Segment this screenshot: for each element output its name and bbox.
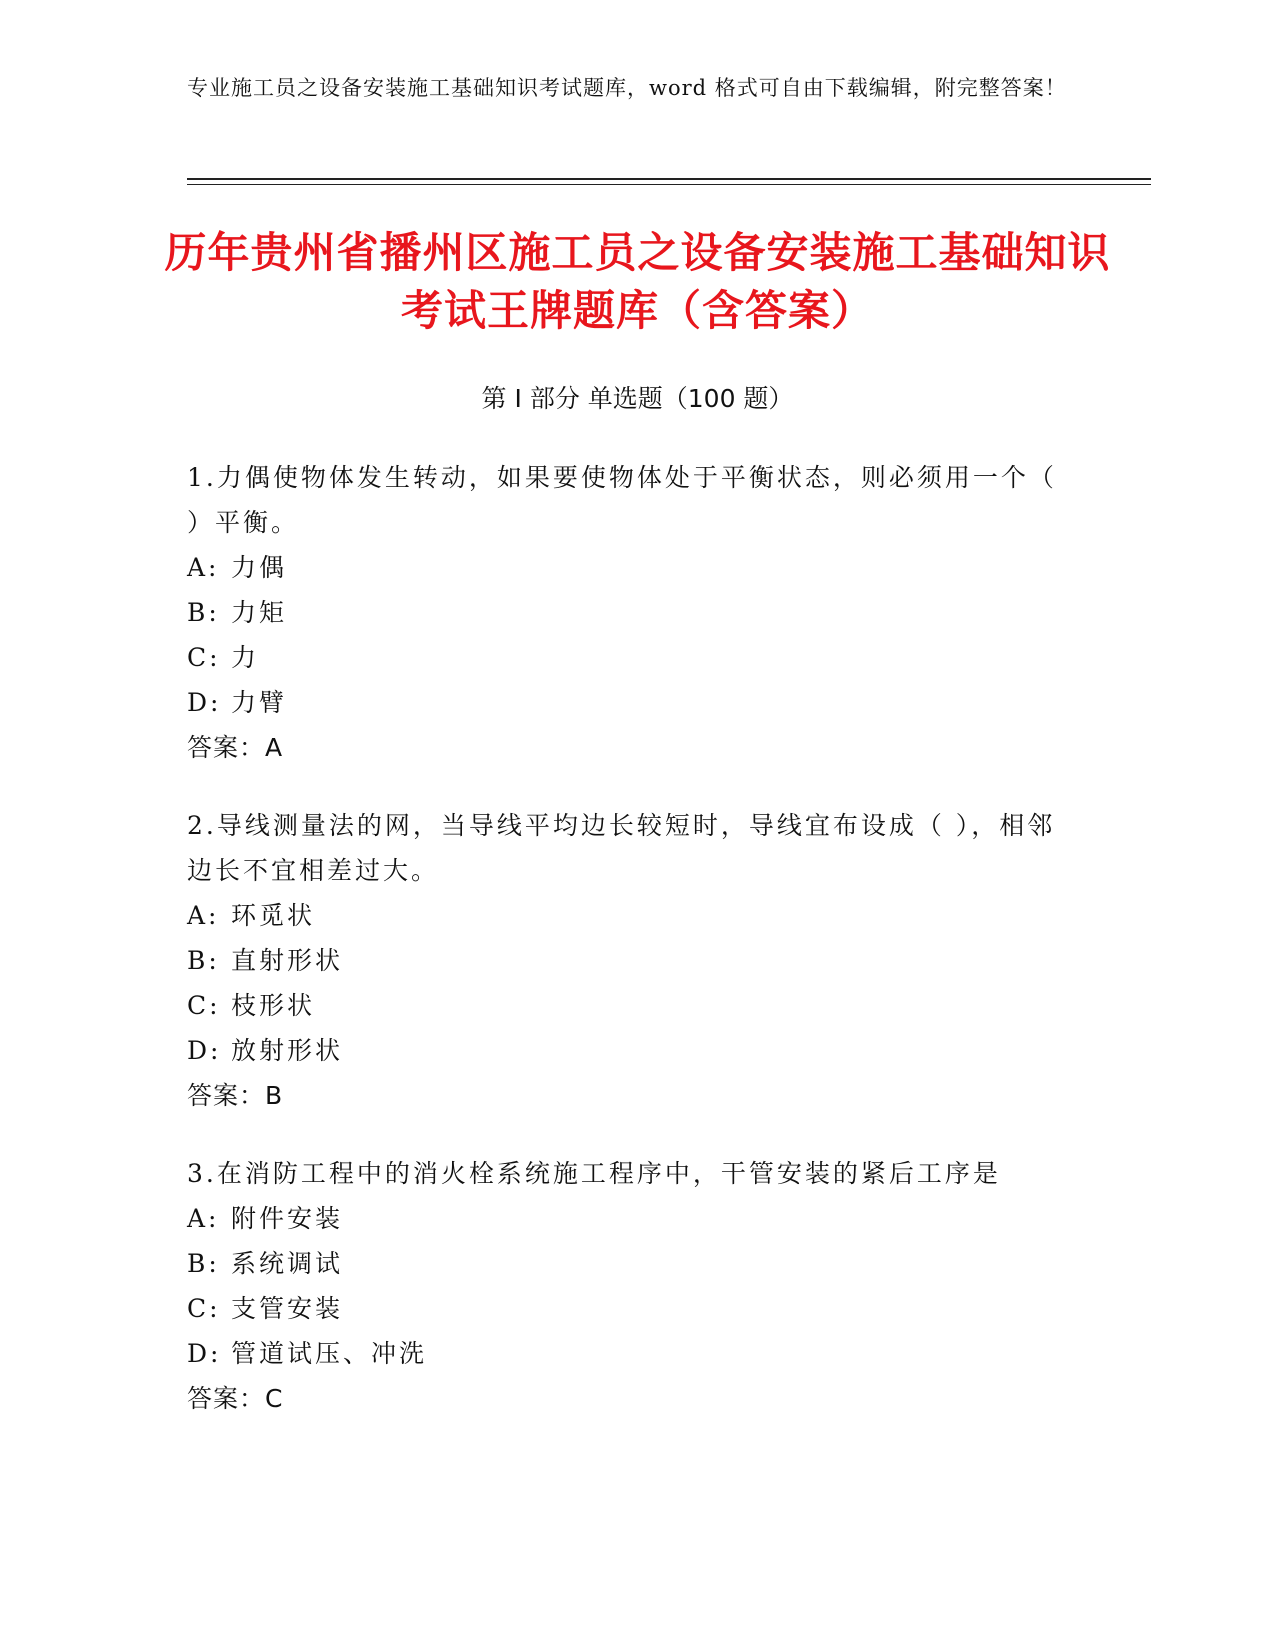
option-text: 系统调试 [231, 1249, 344, 1278]
option-key: C: [187, 1294, 221, 1323]
option-key: B: [187, 1249, 220, 1278]
option-c [187, 635, 1077, 680]
option-a [187, 893, 1077, 938]
option-text: 力臂 [231, 688, 288, 717]
option-key: D: [187, 1339, 222, 1368]
question-text: 3.在消防工程中的消火栓系统施工程序中，干管安装的紧后工序是 [187, 1159, 1001, 1188]
option-d [187, 680, 1077, 725]
option-key: C: [187, 991, 221, 1020]
option-key: D: [187, 688, 222, 717]
option-key: A: [187, 1204, 220, 1233]
answer-line: 答案：C [187, 1384, 284, 1413]
option-key: A: [187, 901, 220, 930]
option-a [187, 545, 1077, 590]
option-b [187, 938, 1077, 983]
option-key: D: [187, 1036, 222, 1065]
question-text: 1.力偶使物体发生转动，如果要使物体处于平衡状态，则必须用一个（ ）平衡。 [187, 463, 1057, 537]
option-text: 力偶 [231, 553, 288, 582]
question-1 [187, 455, 1077, 770]
option-c [187, 983, 1077, 1028]
page-header-note: 专业施工员之设备安装施工基础知识考试题库，word 格式可自由下载编辑，附完整答案！ [187, 76, 1067, 100]
option-text: 力矩 [231, 598, 288, 627]
option-text: 枝形状 [231, 991, 316, 1020]
document-title: 历年贵州省播州区施工员之设备安装施工基础知识考试王牌题库（含答案） [164, 228, 1111, 335]
option-text: 支管安装 [231, 1294, 344, 1323]
option-key: A: [187, 553, 220, 582]
header-divider-thick [187, 178, 1151, 180]
option-key: B: [187, 598, 220, 627]
question-2 [187, 803, 1077, 1118]
option-b [187, 590, 1077, 635]
option-b [187, 1241, 1077, 1286]
question-3 [187, 1151, 1077, 1421]
answer-line: 答案：A [187, 733, 284, 762]
option-text: 管道试压、冲洗 [231, 1339, 428, 1368]
section-heading: 第 I 部分 单选题（100 题） [481, 384, 794, 413]
option-d [187, 1331, 1077, 1376]
option-key: C: [187, 643, 221, 672]
option-text: 力 [231, 643, 260, 672]
option-a [187, 1196, 1077, 1241]
option-text: 环觅状 [231, 901, 316, 930]
option-text: 直射形状 [231, 946, 344, 975]
option-c [187, 1286, 1077, 1331]
option-d [187, 1028, 1077, 1073]
option-text: 附件安装 [231, 1204, 344, 1233]
answer-line: 答案：B [187, 1081, 284, 1110]
header-divider-thin [187, 184, 1151, 185]
question-text: 2.导线测量法的网，当导线平均边长较短时，导线宜布设成（ ），相邻边长不宜相差过大。 [187, 811, 1056, 885]
option-text: 放射形状 [231, 1036, 344, 1065]
option-key: B: [187, 946, 220, 975]
